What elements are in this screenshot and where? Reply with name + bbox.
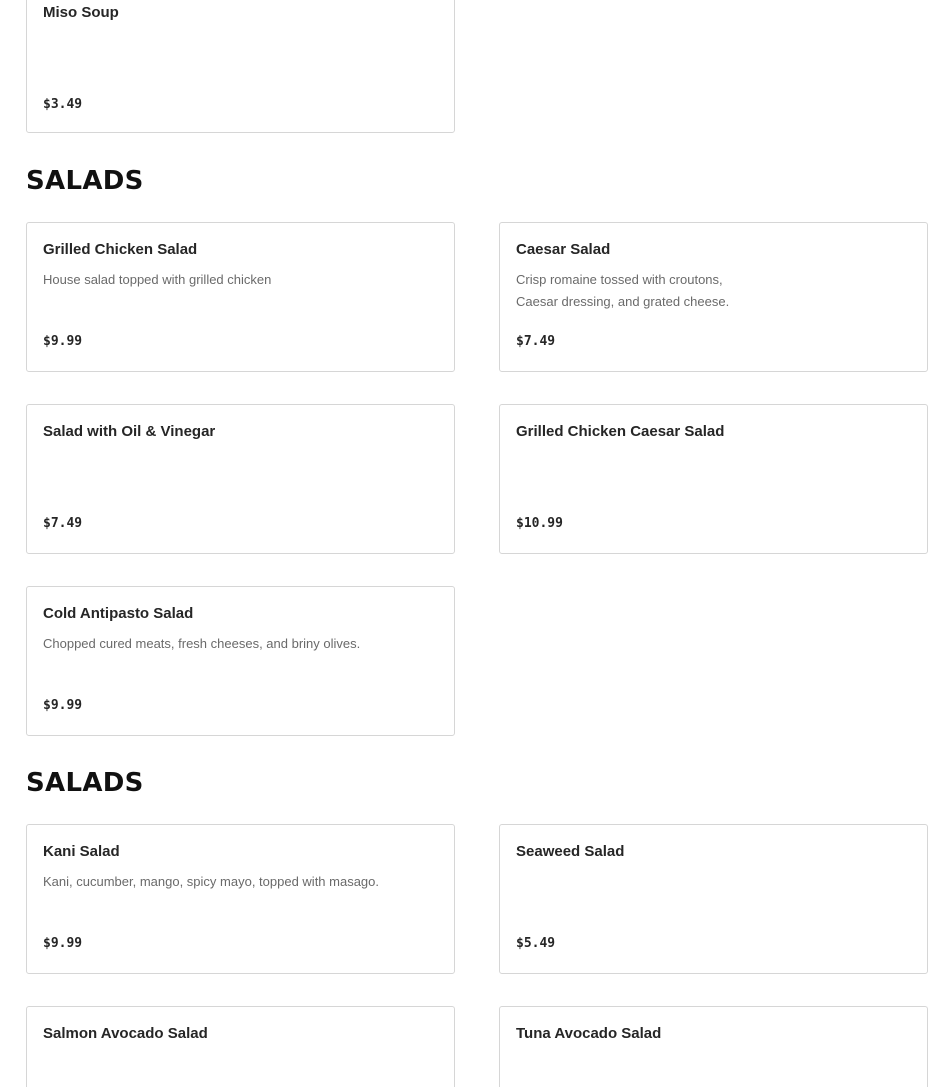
menu-item-name: Salad with Oil & Vinegar — [43, 423, 216, 440]
menu-item-name: Grilled Chicken Caesar Salad — [516, 423, 725, 440]
menu-item-price: $9.99 — [43, 698, 83, 713]
menu-item-name: Miso Soup — [43, 4, 119, 21]
menu-item-card[interactable] — [26, 404, 455, 554]
menu-item-card[interactable] — [26, 222, 455, 372]
menu-item-price: $3.49 — [43, 97, 83, 112]
menu-item-name: Kani Salad — [43, 843, 120, 860]
menu-item-card[interactable] — [499, 1006, 928, 1087]
menu-item-price: $7.49 — [43, 516, 83, 531]
menu-item-price: $10.99 — [516, 516, 563, 531]
section-heading: SALADS — [26, 768, 144, 798]
menu-item-name: Salmon Avocado Salad — [43, 1025, 208, 1042]
menu-item-name: Cold Antipasto Salad — [43, 605, 194, 622]
menu-item-card[interactable] — [499, 824, 928, 974]
menu-item-price: $7.49 — [516, 334, 556, 349]
menu-item-price: $5.49 — [516, 936, 556, 951]
menu-item-card[interactable] — [499, 404, 928, 554]
menu-item-description: Crisp romaine tossed with croutons, Caesar dressing, and grated cheese. — [516, 272, 730, 309]
section-heading: SALADS — [26, 166, 144, 196]
menu-item-description: Kani, cucumber, mango, spicy mayo, topped with masago. — [43, 874, 380, 889]
menu-item-card[interactable] — [499, 222, 928, 372]
menu-item-name: Tuna Avocado Salad — [516, 1025, 662, 1042]
menu-item-description: Chopped cured meats, fresh cheeses, and briny olives. — [43, 636, 361, 651]
menu-item-name: Grilled Chicken Salad — [43, 241, 198, 258]
menu-item-name: Seaweed Salad — [516, 843, 625, 860]
menu-item-name: Caesar Salad — [516, 241, 611, 258]
menu-item-price: $9.99 — [43, 936, 83, 951]
menu-item-description: House salad topped with grilled chicken — [43, 272, 272, 287]
menu-item-card[interactable] — [26, 0, 455, 133]
menu-item-card[interactable] — [26, 586, 455, 736]
menu-item-price: $9.99 — [43, 334, 83, 349]
menu-item-card[interactable] — [26, 824, 455, 974]
menu-item-card[interactable] — [26, 1006, 455, 1087]
